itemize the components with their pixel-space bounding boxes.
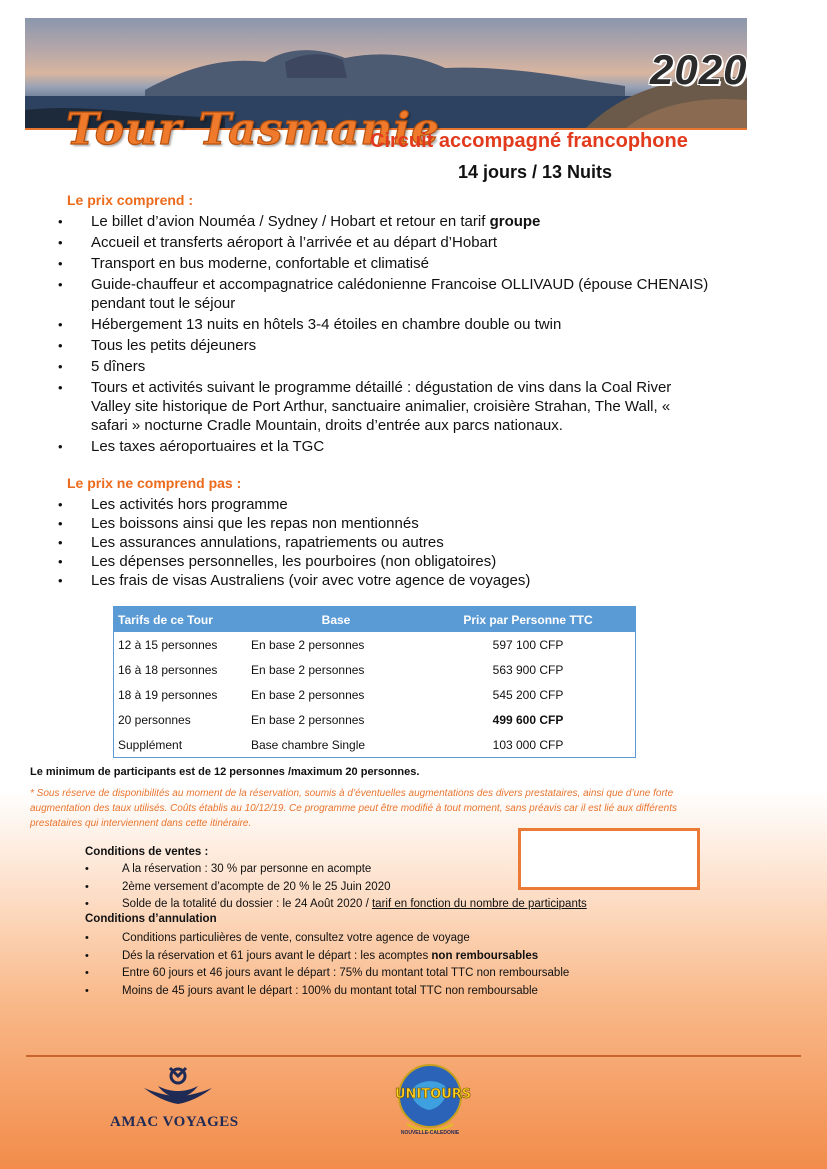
list-item: • Le billet d’avion Nouméa / Sydney / Hobart et retour en tarif groupe	[58, 212, 748, 231]
table-cell: 103 000 CFP	[492, 737, 564, 752]
list-item: • Transport en bus moderne, confortable et climatisé	[58, 254, 748, 273]
year-label: 2020	[650, 46, 747, 93]
list-item: • Dés la réservation et 61 jours avant le départ : les acomptes non remboursables	[85, 948, 569, 966]
table-cell: En base 2 personnes	[251, 687, 365, 702]
table-cell: 597 100 CFP	[492, 637, 564, 652]
table-cell: 545 200 CFP	[492, 687, 564, 702]
tour-title: Tour Tasmanie	[66, 104, 441, 155]
table-header-cell: Tarifs de ce Tour	[114, 607, 252, 633]
sales-conditions-heading: Conditions de ventes :	[85, 846, 209, 858]
list-item: • Accueil et transferts aéroport à l’arrivée et au départ d’Hobart	[58, 233, 748, 252]
list-item: • Tous les petits déjeuners	[58, 336, 748, 355]
list-item: • Les activités hors programme	[58, 495, 748, 514]
list-item: • 5 dîners	[58, 357, 748, 376]
table-cell: 18 à 19 personnes	[118, 687, 218, 702]
table-row	[114, 632, 636, 657]
disclaimer-note: * Sous réserve de disponibilités au moment de la réservation, soumis à d’éventuelles augmentations des divers prestataires, ainsi que d’une forte augmentation des taux utilisés. Coûts établis au 10/12/19. Ce programme peut être modifié à tout moment, sans préavis car il est lié aux différents prestataires qui interviennent dans cette itinéraire.	[30, 788, 678, 829]
list-item: • Les dépenses personnelles, les pourboires (non obligatoires)	[58, 552, 748, 571]
list-item: • 2ème versement d’acompte de 20 % le 25 Juin 2020	[85, 879, 587, 897]
list-item: • Les taxes aéroportuaires et la TGC	[58, 437, 748, 456]
excludes-list	[58, 495, 748, 590]
participants-minimum: Le minimum de participants est de 12 personnes /maximum 20 personnes.	[30, 766, 420, 778]
list-item: • Entre 60 jours et 46 jours avant le départ : 75% du montant total TTC non remboursable	[85, 965, 569, 983]
cancellation-list	[85, 930, 569, 1000]
list-item: • Les frais de visas Australiens (voir avec votre agence de voyages)	[58, 571, 748, 590]
table-header-cell: Base	[251, 607, 421, 633]
unitours-logo	[395, 1062, 472, 1142]
table-cell: 16 à 18 personnes	[118, 662, 218, 677]
includes-list	[58, 212, 748, 456]
table-cell: En base 2 personnes	[251, 662, 365, 677]
list-item: • Moins de 45 jours avant le départ : 100% du montant total TTC non remboursable	[85, 983, 569, 1001]
table-cell: Base chambre Single	[251, 737, 366, 752]
table-row	[114, 682, 636, 707]
list-item: • Conditions particulières de vente, consultez votre agence de voyage	[85, 930, 569, 948]
price-table	[113, 606, 636, 758]
tour-subtitle: Circuit accompagné francophone	[370, 130, 688, 152]
tour-duration: 14 jours / 13 Nuits	[458, 162, 613, 182]
amac-logo-icon	[140, 1066, 216, 1110]
table-cell: 20 personnes	[118, 712, 191, 727]
table-cell: 563 900 CFP	[492, 662, 564, 677]
list-item: • Hébergement 13 nuits en hôtels 3-4 étoiles en chambre double ou twin	[58, 315, 748, 334]
table-row	[114, 707, 636, 732]
list-item: • Les boissons ainsi que les repas non mentionnés	[58, 514, 748, 533]
partner-name: UNITOURS	[395, 1087, 472, 1102]
agency-name: AMAC VOYAGES	[110, 1114, 239, 1130]
list-item: • Solde de la totalité du dossier : le 24 Août 2020 / tarif en fonction du nombre de participants	[85, 896, 587, 914]
sales-conditions-list	[85, 861, 587, 914]
list-item: • Les assurances annulations, rapatriements ou autres	[58, 533, 748, 552]
table-cell: 12 à 15 personnes	[118, 637, 218, 652]
table-cell: En base 2 personnes	[251, 637, 365, 652]
includes-heading: Le prix comprend :	[67, 192, 194, 208]
partner-subtitle: NOUVELLE-CALEDONIE	[400, 1130, 460, 1136]
list-item: • Guide-chauffeur et accompagnatrice calédonienne Francoise OLLIVAUD (épouse CHENAIS) pendant tout le séjour	[58, 275, 748, 313]
table-cell: 499 600 CFP	[492, 712, 564, 727]
table-header-row	[114, 607, 636, 633]
cancellation-heading: Conditions d’annulation	[85, 913, 217, 925]
footer-divider	[26, 1055, 801, 1057]
table-row	[114, 657, 636, 682]
table-row	[114, 732, 636, 758]
list-item: • Tours et activités suivant le programme détaillé : dégustation de vins dans la Coal River Valley site historique de Port Arthur, sanctuaire animalier, croisière Strahan, The Wall, « safari » nocturne Cradle Mountain, droits d’entrée aux parcs nationaux.	[58, 378, 691, 435]
list-item: • A la réservation : 30 % par personne en acompte	[85, 861, 587, 879]
table-cell: Supplément	[118, 737, 183, 752]
table-cell: En base 2 personnes	[251, 712, 365, 727]
table-header-cell: Prix par Personne TTC	[421, 607, 636, 633]
excludes-heading: Le prix ne comprend pas :	[67, 475, 242, 491]
